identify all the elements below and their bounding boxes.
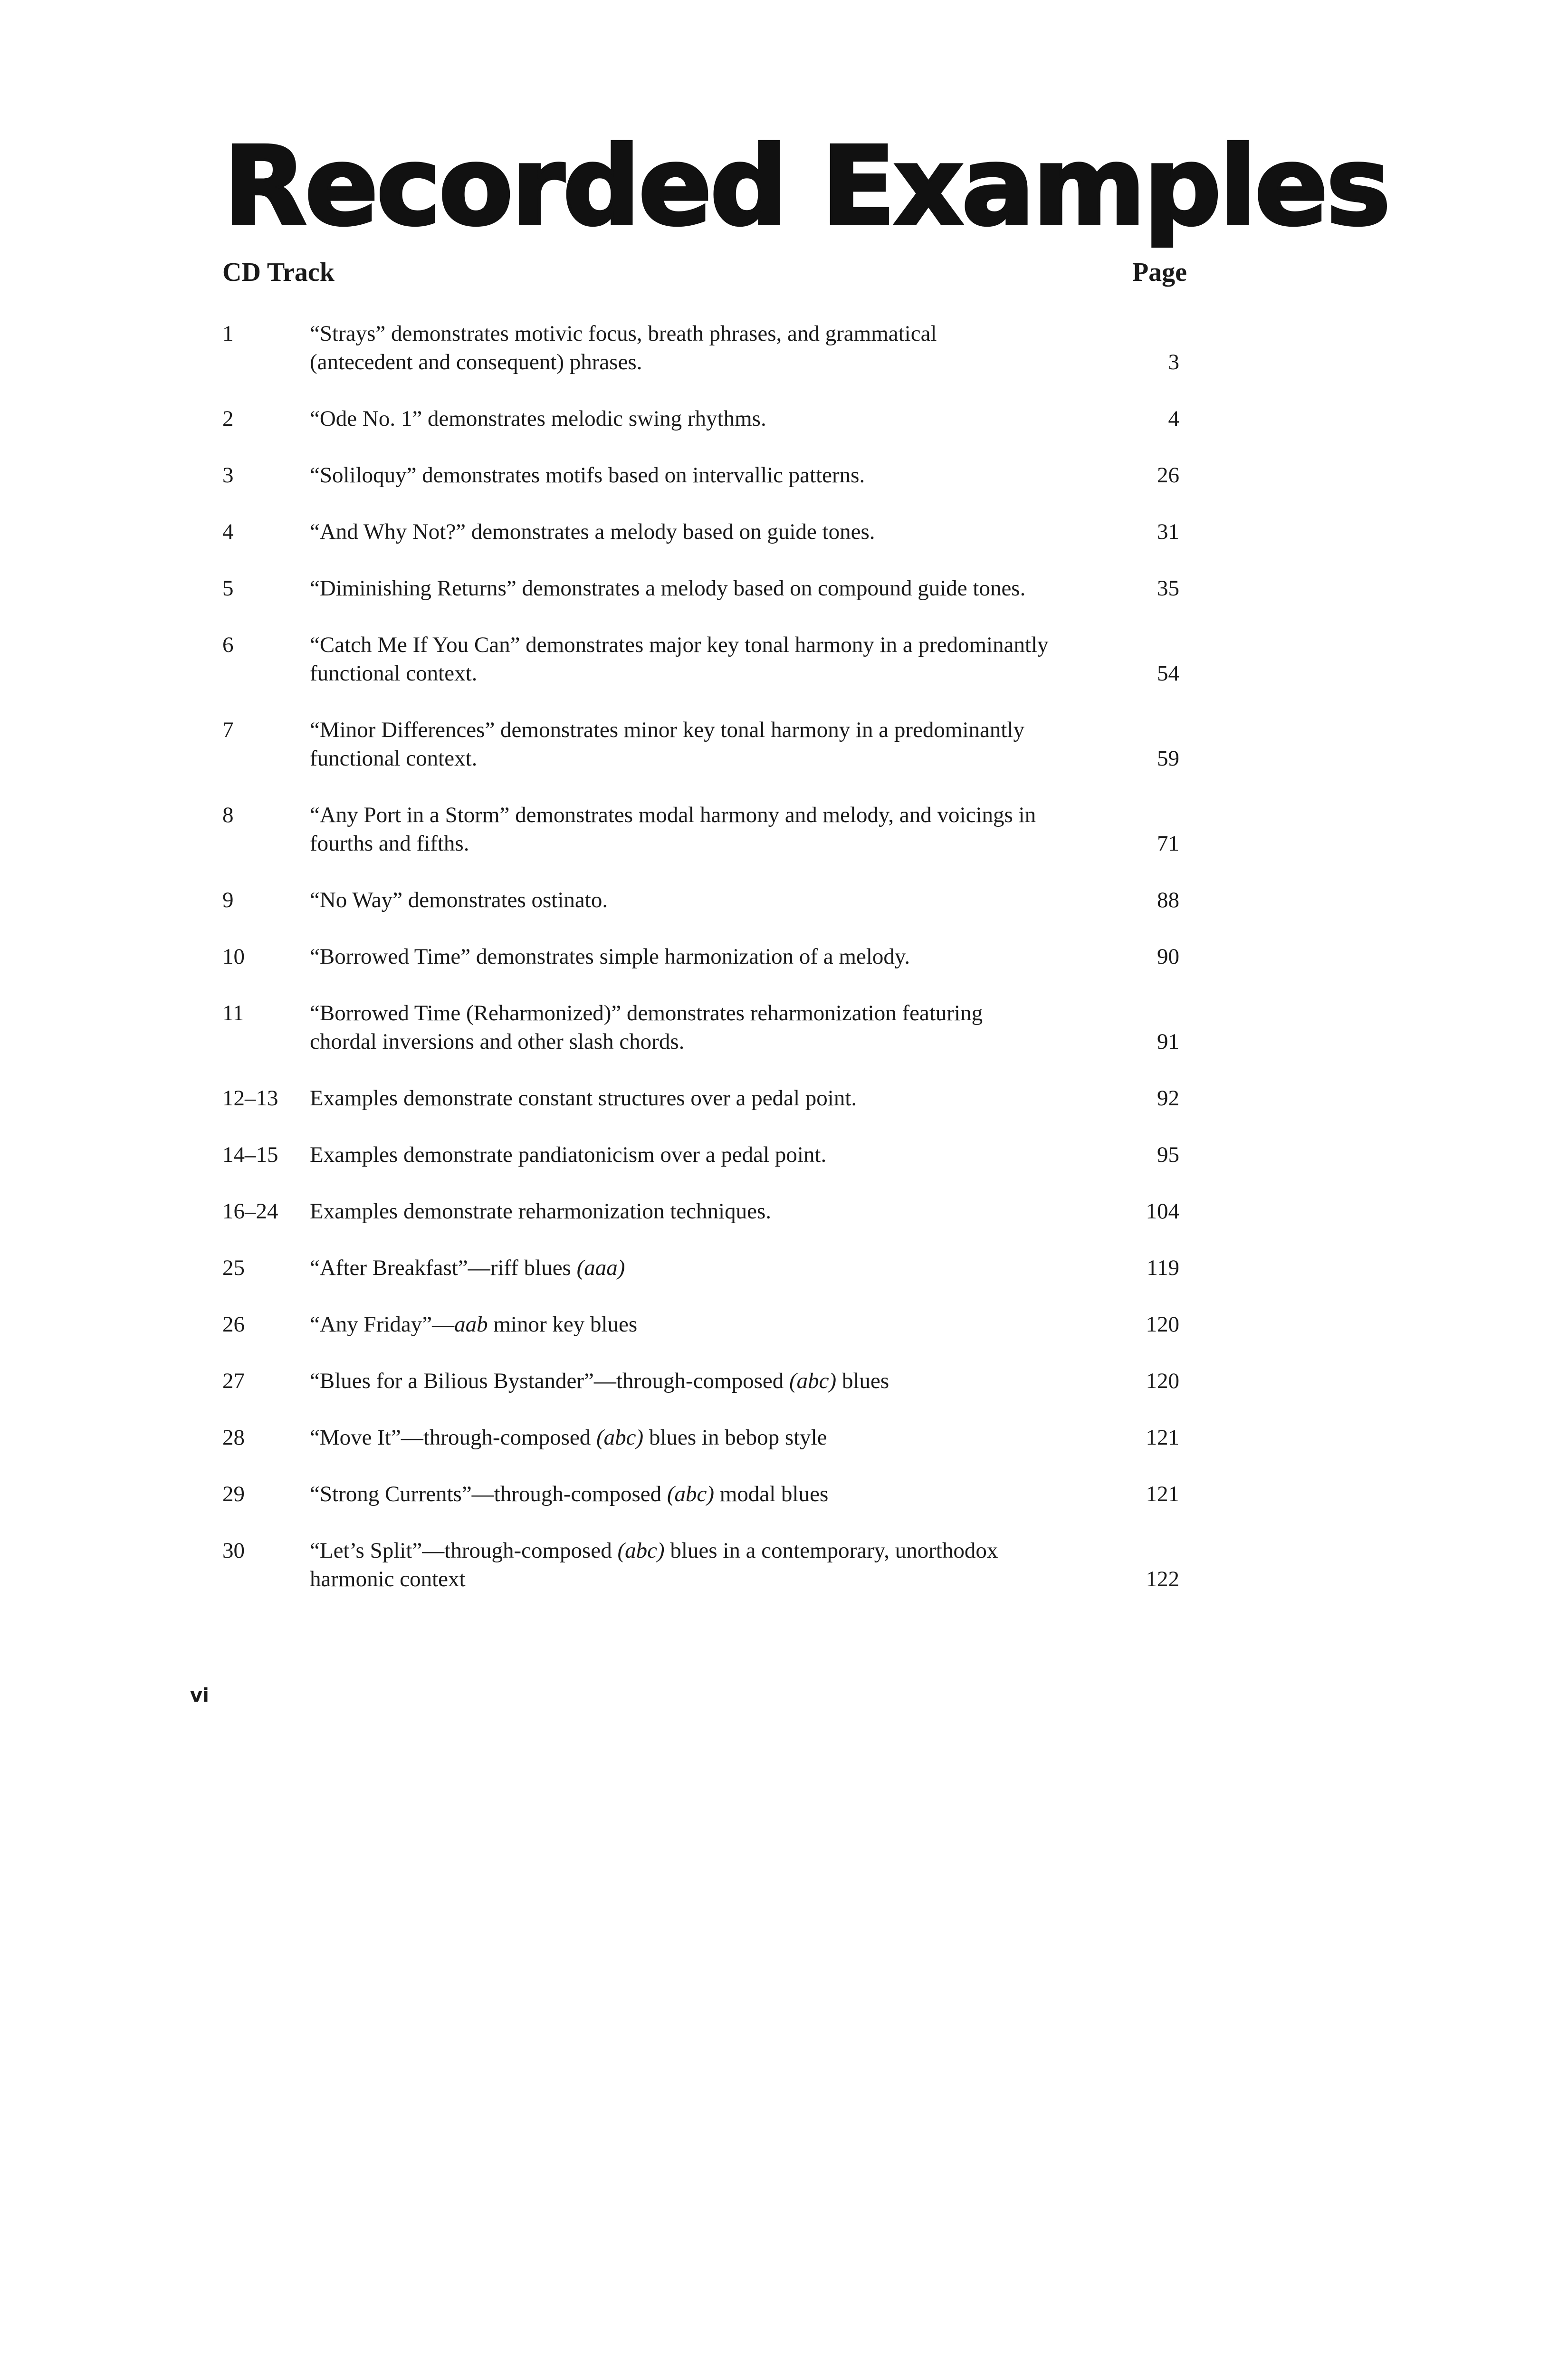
page-number: 122 <box>1146 1567 1179 1591</box>
description-text: blues in a contemporary, unorthodox <box>664 1538 998 1563</box>
track-number: 8 <box>222 803 234 827</box>
recorded-examples-list <box>222 319 1179 1621</box>
track-number: 9 <box>222 888 234 912</box>
page-number: 3 <box>1168 350 1179 374</box>
list-item <box>222 1536 1179 1593</box>
italic-form-label: (abc) <box>617 1538 665 1563</box>
description-text: “Let’s Split”—through-composed <box>310 1538 618 1563</box>
track-number: 4 <box>222 519 234 544</box>
italic-form-label: (abc) <box>667 1482 715 1506</box>
track-description <box>310 631 1094 688</box>
page-number: 90 <box>1157 944 1179 969</box>
track-number: 29 <box>222 1482 245 1506</box>
list-item <box>222 1480 1179 1508</box>
description-line <box>310 1565 1094 1593</box>
track-description <box>310 999 1094 1056</box>
track-description <box>310 1310 1094 1339</box>
page-number: 92 <box>1157 1086 1179 1111</box>
italic-form-label: (abc) <box>596 1425 644 1450</box>
track-description <box>310 1084 1094 1112</box>
track-number: 5 <box>222 576 234 601</box>
list-item <box>222 517 1179 546</box>
track-description <box>310 461 1094 489</box>
italic-form-label: aab <box>454 1312 488 1337</box>
track-description <box>310 1197 1094 1226</box>
description-line: (antecedent and consequent) phrases. <box>310 350 642 374</box>
italic-form-label: (abc) <box>789 1369 837 1393</box>
description-text: “After Breakfast”—riff blues <box>310 1255 577 1280</box>
list-item <box>222 716 1179 773</box>
description-line: “Catch Me If You Can” demonstrates major key tonal harmony in a predominantly <box>310 632 1049 657</box>
page-number: 91 <box>1157 1029 1179 1054</box>
list-item <box>222 319 1179 376</box>
track-description <box>310 1423 1094 1452</box>
track-number: 30 <box>222 1538 245 1563</box>
list-item <box>222 574 1179 603</box>
page-number: 71 <box>1157 831 1179 856</box>
list-item <box>222 1423 1179 1452</box>
description-line: “Borrowed Time” demonstrates simple harmonization of a melody. <box>310 944 910 969</box>
description-text: “Move It”—through-composed <box>310 1425 597 1450</box>
track-description <box>310 1480 1094 1508</box>
description-line <box>310 1480 1094 1508</box>
page-number: 121 <box>1146 1425 1179 1450</box>
track-number: 28 <box>222 1425 245 1450</box>
page-number: 59 <box>1157 746 1179 771</box>
track-number: 25 <box>222 1255 245 1280</box>
description-line: “And Why Not?” demonstrates a melody based on guide tones. <box>310 519 875 544</box>
list-item <box>222 461 1179 489</box>
description-text: blues <box>836 1369 889 1393</box>
track-description <box>310 716 1094 773</box>
description-line: “Ode No. 1” demonstrates melodic swing rhythms. <box>310 406 766 431</box>
description-text: “Strong Currents”—through-composed <box>310 1482 667 1506</box>
description-line: “Soliloquy” demonstrates motifs based on intervallic patterns. <box>310 463 865 488</box>
description-line: “No Way” demonstrates ostinato. <box>310 888 608 912</box>
cd-track-header: CD Track <box>222 258 335 287</box>
track-description <box>310 319 1094 376</box>
track-description <box>310 1140 1094 1169</box>
page-number: 120 <box>1146 1312 1179 1337</box>
list-item <box>222 1084 1179 1112</box>
list-item <box>222 886 1179 914</box>
description-line: “Diminishing Returns” demonstrates a melody based on compound guide tones. <box>310 576 1026 601</box>
list-item <box>222 1197 1179 1226</box>
track-number: 6 <box>222 632 234 657</box>
track-number: 14–15 <box>222 1142 278 1167</box>
track-number: 10 <box>222 944 245 969</box>
description-line: Examples demonstrate reharmonization techniques. <box>310 1199 772 1224</box>
page-header: Page <box>1132 258 1187 287</box>
description-line: Examples demonstrate constant structures over a pedal point. <box>310 1086 857 1111</box>
page-number: 54 <box>1157 661 1179 686</box>
track-number: 26 <box>222 1312 245 1337</box>
list-item <box>222 404 1179 433</box>
description-line <box>310 1310 1094 1339</box>
page-number: 26 <box>1157 463 1179 488</box>
track-number: 2 <box>222 406 234 431</box>
description-line: functional context. <box>310 661 478 686</box>
list-item <box>222 1140 1179 1169</box>
track-description <box>310 1254 1094 1282</box>
description-line <box>310 1423 1094 1452</box>
track-number: 1 <box>222 321 234 346</box>
track-description <box>310 404 1094 433</box>
page-number: 104 <box>1146 1199 1179 1224</box>
list-item <box>222 942 1179 971</box>
page-number: 95 <box>1157 1142 1179 1167</box>
description-text: modal blues <box>714 1482 829 1506</box>
description-line: functional context. <box>310 746 478 771</box>
list-item <box>222 1254 1179 1282</box>
description-line: “Any Port in a Storm” demonstrates modal harmony and melody, and voicings in <box>310 803 1036 827</box>
track-description <box>310 942 1094 971</box>
italic-form-label: (aaa) <box>576 1255 625 1280</box>
track-description <box>310 517 1094 546</box>
page-number: 31 <box>1157 519 1179 544</box>
description-text: blues in bebop style <box>643 1425 827 1450</box>
description-text: “Any Friday”— <box>310 1312 455 1337</box>
page-number: 88 <box>1157 888 1179 912</box>
description-line: “Borrowed Time (Reharmonized)” demonstrates reharmonization featuring <box>310 1001 983 1025</box>
list-item <box>222 1367 1179 1395</box>
track-description <box>310 801 1094 858</box>
track-description <box>310 886 1094 914</box>
list-item <box>222 999 1179 1056</box>
page-number: 121 <box>1146 1482 1179 1506</box>
track-number: 11 <box>222 1001 244 1025</box>
track-number: 3 <box>222 463 234 488</box>
list-item <box>222 1310 1179 1339</box>
track-number: 16–24 <box>222 1199 278 1224</box>
description-text: harmonic context <box>310 1567 466 1591</box>
page-number: 4 <box>1168 406 1179 431</box>
description-line <box>310 1254 1094 1282</box>
track-number: 27 <box>222 1369 245 1393</box>
description-line: “Strays” demonstrates motivic focus, breath phrases, and grammatical <box>310 321 937 346</box>
track-description <box>310 1536 1094 1593</box>
description-line: Examples demonstrate pandiatonicism over a pedal point. <box>310 1142 827 1167</box>
page-number: 119 <box>1147 1255 1179 1280</box>
page-folio: vi <box>190 1685 209 1706</box>
description-line <box>310 1536 1094 1565</box>
description-line: fourths and fifths. <box>310 831 469 856</box>
track-number: 7 <box>222 718 234 742</box>
description-text: “Blues for a Bilious Bystander”—through-composed <box>310 1369 790 1393</box>
page-number: 120 <box>1146 1369 1179 1393</box>
track-number: 12–13 <box>222 1086 278 1111</box>
track-description <box>310 574 1094 603</box>
page-number: 35 <box>1157 576 1179 601</box>
description-text: minor key blues <box>488 1312 638 1337</box>
description-line: “Minor Differences” demonstrates minor key tonal harmony in a predominantly <box>310 718 1024 742</box>
list-item <box>222 801 1179 858</box>
description-line: chordal inversions and other slash chords. <box>310 1029 685 1054</box>
list-item <box>222 631 1179 688</box>
page-title: Recorded Examples <box>223 123 1389 249</box>
track-description <box>310 1367 1094 1395</box>
description-line <box>310 1367 1094 1395</box>
